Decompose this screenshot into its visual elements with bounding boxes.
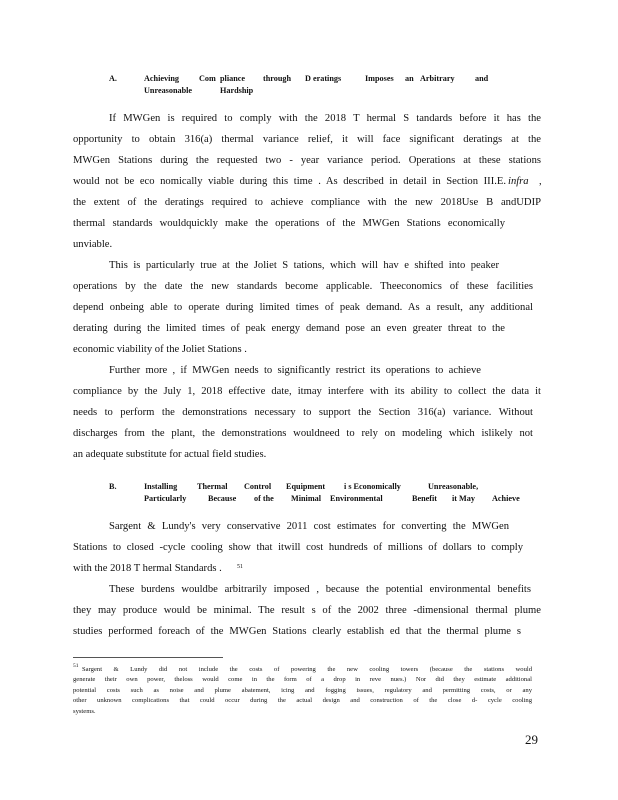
infra-citation: infra bbox=[508, 176, 529, 187]
text-line: Stations to closed -cycle cooling show that itwill cost hundreds of millions of dollars to comply bbox=[73, 542, 523, 553]
heading-word: D eratings bbox=[305, 74, 342, 83]
footnote-line: generate their own power, theloss would come in the form of a drop in reve nues.) Nor did they estimate additional bbox=[73, 676, 532, 683]
text-line: would not be eco nomically viable during this time . As described in detail in Section III.E. bbox=[73, 176, 506, 187]
footnote-separator bbox=[73, 657, 223, 658]
heading-word: i s Economically bbox=[344, 482, 401, 491]
heading-word: and bbox=[475, 74, 489, 83]
heading-word: Control bbox=[244, 482, 272, 491]
footnote-line: potential costs such as noise and plume abatement, icing and fogging issues, regulatory and permitting costs, or any bbox=[73, 687, 532, 694]
text-line: opportunity to obtain 316(a) thermal variance relief, it will face significant deratings at the bbox=[73, 134, 541, 145]
heading-word: Achieving bbox=[144, 74, 180, 83]
text-line: Further more , if MWGen needs to significantly restrict its operations to achieve bbox=[109, 365, 481, 376]
page-number: 29 bbox=[525, 732, 538, 747]
heading-word: an bbox=[405, 74, 414, 83]
text-line: they may produce would be minimal. The result s of the 2002 three -dimensional thermal plume bbox=[73, 605, 541, 616]
text-line: Sargent & Lundy's very conservative 2011 cost estimates for converting the MWGen bbox=[109, 521, 509, 532]
heading-word: Hardship bbox=[220, 86, 254, 95]
heading-word: Installing bbox=[144, 482, 178, 491]
text-line: thermal standards wouldquickly make the operations of the MWGen Stations economically bbox=[73, 218, 505, 229]
text-line: compliance by the July 1, 2018 effective date, itmay interfere with its ability to collect the data it bbox=[73, 386, 541, 397]
section-b-heading bbox=[109, 481, 541, 507]
section-a-heading bbox=[109, 73, 541, 99]
footnote-line: Sargent & Lundy did not include the costs of powering the new cooling towers (because the stations would bbox=[82, 666, 532, 673]
footnote-number: 51 bbox=[73, 663, 79, 669]
text-line: the extent of the deratings required to achieve compliance with the new 2018Use B andUDIP bbox=[73, 197, 541, 208]
heading-word: it May bbox=[452, 494, 475, 503]
footnote-line: systems. bbox=[73, 708, 96, 715]
text-line: derating during the limited times of peak energy demand pose an even greater threat to the bbox=[73, 323, 505, 334]
footnote-reference[interactable]: 51 bbox=[237, 564, 243, 570]
heading-word: Because bbox=[208, 494, 237, 503]
heading-word: Unreasonable, bbox=[428, 482, 479, 491]
text-line: economic viability of the Joliet Stations . bbox=[73, 344, 247, 355]
section-a-marker: A. bbox=[109, 74, 117, 83]
heading-word: Benefit bbox=[412, 494, 438, 503]
text-line: discharges from the plant, the demonstrations wouldneed to rely on modeling which islikely not bbox=[73, 428, 533, 439]
text-line: studies performed foreach of the MWGen Stations clearly establish ed that the thermal plume s bbox=[73, 626, 521, 637]
text-line: depend onbeing able to operate during limited times of peak demand. As a result, any additional bbox=[73, 302, 533, 313]
text-line: needs to perform the demonstrations necessary to support the Section 316(a) variance. Without bbox=[73, 407, 533, 418]
heading-word: Arbitrary bbox=[420, 74, 455, 83]
text-line: , bbox=[539, 176, 542, 187]
text-line: This is particularly true at the Joliet S tations, which will hav e shifted into peaker bbox=[109, 260, 499, 271]
text-line: unviable. bbox=[73, 239, 113, 250]
heading-word: Environmental bbox=[330, 494, 383, 503]
text-line: with the 2018 T hermal Standards . bbox=[73, 563, 222, 574]
text-line: If MWGen is required to comply with the 2018 T hermal S tandards before it has the bbox=[109, 113, 541, 124]
text-line: operations by the date the new standards become applicable. Theeconomics of these facilities bbox=[73, 281, 533, 292]
heading-word: of the bbox=[254, 494, 274, 503]
heading-word: Imposes bbox=[365, 74, 394, 83]
heading-word: Particularly bbox=[144, 494, 187, 503]
heading-word: Achieve bbox=[492, 494, 520, 503]
section-b-marker: B. bbox=[109, 482, 117, 491]
heading-word: Equipment bbox=[286, 482, 326, 491]
text-line: MWGen Stations during the requested two - year variance period. Operations at these stations bbox=[73, 155, 541, 166]
footnote-line: other unknown complications that could occur during the actual design and construction of the close d- cycle cooling bbox=[73, 697, 532, 704]
heading-word: pliance bbox=[220, 74, 246, 83]
heading-word: through bbox=[263, 74, 292, 83]
heading-word: Unreasonable bbox=[144, 86, 193, 95]
text-line: an adequate substitute for actual field studies. bbox=[73, 449, 267, 460]
text-line: These burdens wouldbe arbitrarily imposed , because the potential environmental benefits bbox=[109, 584, 531, 595]
heading-word: Com bbox=[199, 74, 216, 83]
heading-word: Minimal bbox=[291, 494, 322, 503]
heading-word: Thermal bbox=[197, 482, 228, 491]
